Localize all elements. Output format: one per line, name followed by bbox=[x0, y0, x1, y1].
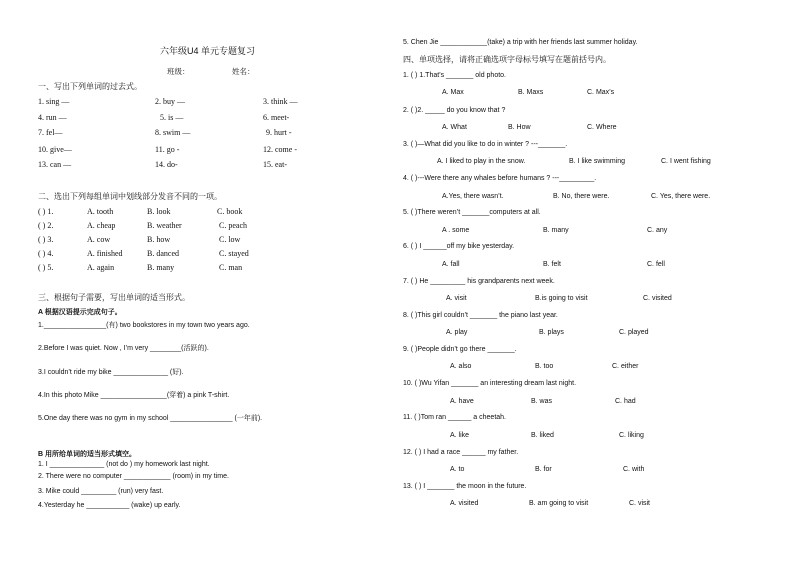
phonics-option-b: B. danced bbox=[147, 249, 179, 258]
option-b: B. many bbox=[543, 227, 569, 234]
question-stem: 10. ( )Wu Yifan _______ an interesting dream last night. bbox=[403, 380, 577, 387]
fill-sentence: 5.One day there was no gym in my school ________________ (一年前). bbox=[38, 415, 263, 422]
option-c: C. visited bbox=[643, 295, 672, 302]
option-a: A. have bbox=[450, 398, 474, 405]
word-item: 8. swim — bbox=[155, 128, 191, 137]
option-b: B. liked bbox=[531, 432, 554, 439]
option-c: C. had bbox=[615, 398, 636, 405]
question-stem: 4. ( )---Were there any whales before humans ? ---_________. bbox=[403, 175, 597, 182]
word-item: 13. can — bbox=[38, 160, 72, 169]
question-stem: 11. ( )Tom ran ______ a cheetah. bbox=[403, 414, 506, 421]
option-b: B. for bbox=[535, 466, 552, 473]
phonics-option-a: A. finished bbox=[87, 249, 123, 258]
option-a: A. like bbox=[450, 432, 470, 439]
question-stem: 6. ( ) I ______off my bike yesterday. bbox=[403, 243, 515, 250]
fill-sentence: 2. There were no computer ____________ (room) in my time. bbox=[38, 473, 229, 480]
option-a: A. to bbox=[450, 466, 465, 473]
question-stem: 13. ( ) I _______ the moon in the future. bbox=[403, 483, 527, 490]
option-a: A. fall bbox=[442, 261, 460, 268]
option-a: A.Yes, there wasn’t. bbox=[442, 193, 504, 200]
word-item: 2. buy — bbox=[155, 97, 185, 106]
word-item: 5. is — bbox=[160, 113, 184, 122]
option-a: A. I liked to play in the snow. bbox=[437, 158, 526, 165]
option-b: B. Maxs bbox=[518, 89, 544, 96]
question-stem: 5. ( )There weren’t _______computers at all. bbox=[403, 209, 541, 216]
question-stem: 9. ( )People didn’t go there _______. bbox=[403, 346, 517, 353]
phonics-number: ( ) 4. bbox=[38, 249, 54, 258]
fill-sentence: 3. Mike could _________ (run) very fast. bbox=[38, 488, 164, 495]
word-item: 10. give— bbox=[38, 145, 72, 154]
option-c: C. liking bbox=[619, 432, 644, 439]
phonics-number: ( ) 2. bbox=[38, 221, 54, 230]
phonics-option-a: A. tooth bbox=[87, 207, 114, 216]
phonics-option-b: B. look bbox=[147, 207, 171, 216]
phonics-option-c: C. low bbox=[219, 235, 241, 244]
phonics-option-b: B. many bbox=[147, 263, 175, 272]
option-b: B.is going to visit bbox=[535, 295, 588, 302]
option-a: A. also bbox=[450, 363, 472, 370]
option-c: C. visit bbox=[629, 500, 650, 507]
option-a: A . some bbox=[442, 227, 470, 234]
option-c: C. played bbox=[619, 329, 649, 336]
option-c: C. I went fishing bbox=[661, 158, 711, 165]
class-label: 班级： bbox=[167, 67, 190, 76]
word-item: 7. fel— bbox=[38, 128, 63, 137]
option-b: B. am going to visit bbox=[529, 500, 589, 507]
section2-heading: 二、选出下列每组单词中划线部分发音不同的一项。 bbox=[38, 192, 222, 201]
option-b: B. too bbox=[535, 363, 554, 370]
word-item: 15. eat- bbox=[263, 160, 287, 169]
section3-heading: 三、根据句子需要，写出单词的适当形式。 bbox=[38, 293, 190, 302]
option-b: B. I like swimming bbox=[569, 158, 626, 165]
word-item: 3. think — bbox=[263, 97, 298, 106]
section4-heading: 四、单项选择，请将正确选项字母标号填写在题前括号内。 bbox=[403, 55, 611, 64]
phonics-option-c: C. man bbox=[219, 263, 243, 272]
option-c: C. Yes, there were. bbox=[651, 193, 711, 200]
option-a: A. visit bbox=[446, 295, 467, 302]
word-item: 9. hurt - bbox=[266, 128, 292, 137]
option-b: B. No, there were. bbox=[553, 193, 610, 200]
phonics-option-c: C. stayed bbox=[219, 249, 249, 258]
word-item: 4. run — bbox=[38, 113, 67, 122]
option-b: B. felt bbox=[543, 261, 561, 268]
question-stem: 8. ( )This girl couldn’t _______ the piano last year. bbox=[403, 312, 558, 319]
option-c: C. fell bbox=[647, 261, 665, 268]
option-b: B. plays bbox=[539, 329, 564, 336]
phonics-option-a: A. again bbox=[87, 263, 115, 272]
option-c: C. with bbox=[623, 466, 645, 473]
option-a: A. What bbox=[442, 124, 467, 131]
phonics-number: ( ) 1. bbox=[38, 207, 54, 216]
phonics-option-b: B. weather bbox=[147, 221, 182, 230]
question-stem: 3. ( )—What did you like to do in winter ? ---_______. bbox=[403, 141, 568, 148]
word-item: 6. meet- bbox=[263, 113, 290, 122]
phonics-option-c: C. book bbox=[217, 207, 243, 216]
question-stem: 12. ( ) I had a race ______ my father. bbox=[403, 449, 519, 456]
phonics-option-a: A. cheap bbox=[87, 221, 116, 230]
word-item: 12. come - bbox=[263, 145, 297, 154]
word-item: 1. sing — bbox=[38, 97, 70, 106]
fill-sentence: 3.I couldn’t ride my bike ______________ (好). bbox=[38, 369, 184, 376]
word-item: 11. go - bbox=[155, 145, 180, 154]
worksheet-title: 六年级U4 单元专题复习 bbox=[160, 46, 256, 56]
option-b: B. was bbox=[531, 398, 553, 405]
fill-sentence: 2.Before I was quiet. Now , I’m very ________(活跃的). bbox=[38, 345, 209, 352]
fill-sentence: 4.In this photo Mike _________________(穿着) a pink T-shirt. bbox=[38, 392, 230, 399]
option-a: A. Max bbox=[442, 89, 464, 96]
option-a: A. play bbox=[446, 329, 468, 336]
fill-sentence: 1. I ______________ (not do ) my homework last night. bbox=[38, 461, 210, 468]
option-c: C. Where bbox=[587, 124, 617, 131]
option-c: C. either bbox=[612, 363, 639, 370]
fill-sentence: 5. Chen Jie ____________(take) a trip with her friends last summer holiday. bbox=[403, 39, 638, 46]
option-a: A. visited bbox=[450, 500, 479, 507]
question-stem: 7. ( ) He _________ his grandparents next week. bbox=[403, 278, 555, 285]
option-c: C. any bbox=[647, 227, 668, 234]
question-stem: 2. ( )2. _____ do you know that ? bbox=[403, 107, 506, 114]
phonics-number: ( ) 5. bbox=[38, 263, 54, 272]
word-item: 14. do- bbox=[155, 160, 178, 169]
fill-sentence: 4.Yesterday he ___________ (wake) up early. bbox=[38, 502, 181, 509]
phonics-number: ( ) 3. bbox=[38, 235, 54, 244]
option-c: C. Max’s bbox=[587, 89, 615, 96]
name-label: 姓名： bbox=[232, 67, 255, 76]
part-a-heading: A 根据汉语提示完成句子。 bbox=[38, 309, 122, 316]
phonics-option-a: A. cow bbox=[87, 235, 111, 244]
fill-sentence: 1.________________(有) two bookstores in my town two years ago. bbox=[38, 322, 250, 329]
option-b: B. How bbox=[508, 124, 531, 131]
part-b-heading: B 用所给单词的适当形式填空。 bbox=[38, 451, 136, 458]
phonics-option-b: B. how bbox=[147, 235, 171, 244]
section1-heading: 一、写出下列单词的过去式。 bbox=[38, 82, 142, 91]
question-stem: 1. ( ) 1.That’s _______ old photo. bbox=[403, 72, 506, 79]
phonics-option-c: C. peach bbox=[219, 221, 247, 230]
